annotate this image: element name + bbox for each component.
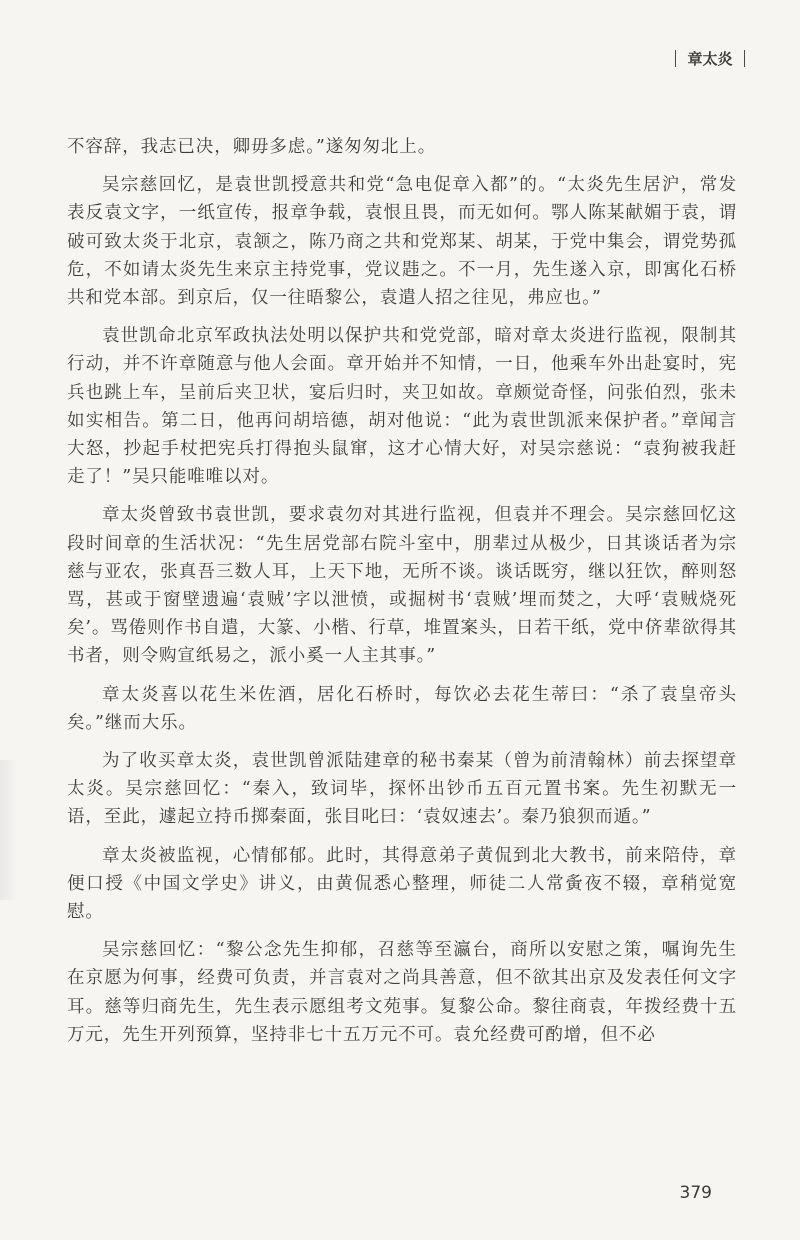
- paragraph-3: 袁世凯命北京军政执法处明以保护共和党党部，暗对章太炎进行监视，限制其行动，并不许章随意与他人会面。章开始并不知情，一日，他乘车外出赴宴时，宪兵也跳上车，呈前后夹卫状，宴后归时，夹卫如故。章颇觉奇怪，问张伯烈，张未如实相告。第二日，他再问胡培德，胡对他说：“此为袁世凯派来保护者。”章闻言大怒，抄起手杖把宪兵打得抱头鼠窜，这才心情大好，对吴宗慈说：“袁狗被我赶走了！”吴只能唯唯以对。: [67, 326, 737, 488]
- running-title: 章太炎: [687, 50, 733, 68]
- paragraph-2: 吴宗慈回忆，是袁世凯授意共和党“急电促章入都”的。“太炎先生居沪，常发表反袁文字，一纸宣传，报章争载，袁恨且畏，而无如何。鄂人陈某献媚于袁，谓破可致太炎于北京，袁颔之，陈乃商之共和党郑某、胡某，于党中集会，谓党势孤危，不如请太炎先生来京主持党事，党议韪之。不一月，先生遂入京，即寓化石桥共和党本部。到京后，仅一往晤黎公，袁遣人招之往见，弗应也。”: [67, 175, 737, 309]
- running-header: [664, 48, 756, 69]
- paragraph-7: 章太炎被监视，心情郁郁。此时，其得意弟子黄侃到北大教书，前来陪侍，章便口授《中国文学史》讲义，由黄侃悉心整理，师徒二人常夤夜不辍，章稍觉宽慰。: [67, 845, 737, 923]
- header-left-rule: [675, 50, 677, 67]
- paragraph-4: 章太炎曾致书袁世凯，要求袁勿对其进行监视，但袁并不理会。吴宗慈回忆这段时间章的生活状况：“先生居党部右院斗室中，朋辈过从极少，日其谈话者为宗慈与亚农，张真吾三数人耳，上天下地，无所不谈。谈话既穷，继以狂饮，醉则怒骂，甚或于窗壁遗遍‘袁贼’字以泄愤，或掘树书‘袁贼’埋而焚之，大呼‘袁贼烧死矣’。骂倦则作书自遣，大篆、小楷、行草，堆置案头，日若干纸，党中侪辈欲得其书者，则令购宣纸易之，派小奚一人主其事。”: [67, 505, 737, 667]
- page-edge-shadow: [0, 760, 18, 900]
- paragraph-8: 吴宗慈回忆：“黎公念先生抑郁，召慈等至瀛台，商所以安慰之策，嘱询先生在京愿为何事，经费可负责，并言袁对之尚具善意，但不欲其出京及发表任何文字耳。慈等归商先生，先生表示愿组考文苑事。复黎公命。黎往商袁，年拨经费十五万元，先生开列预算，坚持非七十五万元不可。袁允经费可酌增，但不必: [67, 940, 737, 1045]
- paragraph-6: 为了收买章太炎，袁世凯曾派陆建章的秘书秦某（曾为前清翰林）前去探望章太炎。吴宗慈回忆：“秦入，致词毕，探怀出钞币五百元置书案。先生初默无一语，至此，遽起立持币掷秦面，张目叱曰：‘袁奴速去’。秦乃狼狈而遁。”: [67, 751, 737, 828]
- page-number: 379: [679, 1183, 712, 1203]
- header-right-rule: [744, 50, 746, 67]
- paragraph-5: 章太炎喜以花生米佐酒，居化石桥时，每饮必去花生蒂曰：“杀了袁皇帝头矣。”继而大乐。: [67, 684, 737, 733]
- body-text: [67, 133, 737, 1059]
- paragraph-1: 不容辞，我志已决，卿毋多虑。”遂匆匆北上。: [67, 137, 437, 157]
